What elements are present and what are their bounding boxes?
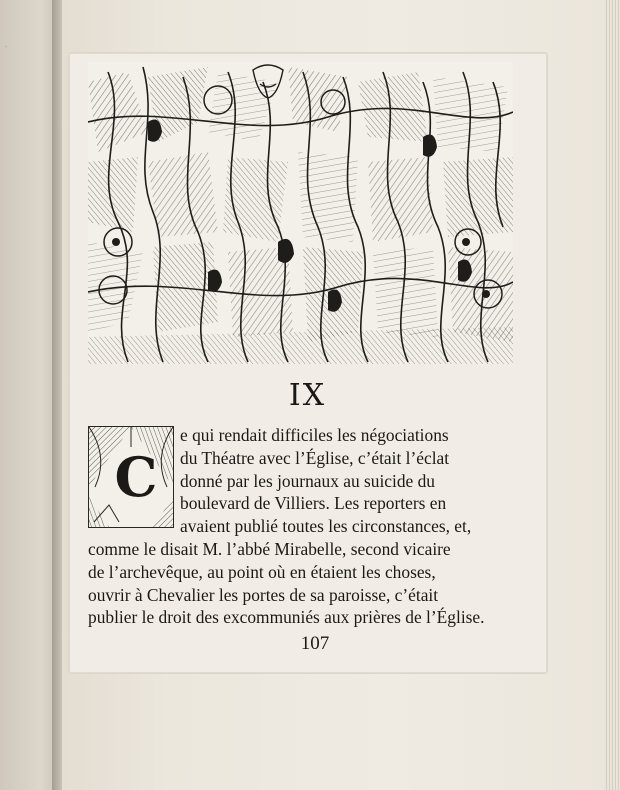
left-page-bleed-mark: · bbox=[4, 40, 10, 55]
text-line: publier le droit des excommuniés aux prières de l’Église. bbox=[88, 607, 485, 628]
text-line: de l’archevêque, au point où en étaient les choses, bbox=[88, 561, 436, 582]
chapter-number: IX bbox=[288, 378, 327, 413]
engraving-svg bbox=[88, 62, 513, 364]
text-line: du Théatre avec l’Église, c’était l’éclat bbox=[180, 447, 450, 468]
text-line: boulevard de Villiers. Les reporters en bbox=[180, 493, 447, 514]
cubist-engraving-illustration bbox=[88, 62, 513, 364]
chapter-heading bbox=[0, 378, 620, 413]
drop-cap-letter: C bbox=[114, 445, 158, 509]
text-line: donné par les journaux au suicide du bbox=[180, 470, 435, 491]
body-text bbox=[88, 424, 518, 629]
page-number: 107 bbox=[300, 633, 330, 654]
text-line: ouvrir à Chevalier les portes de sa paroisse, c’était bbox=[88, 584, 439, 605]
text-line: avaient publié toutes les circonstances, et, bbox=[180, 516, 472, 537]
text-line: e qui rendait difficiles les négociations bbox=[180, 425, 449, 445]
text-line: comme le disait M. l’abbé Mirabelle, second vicaire bbox=[88, 538, 451, 559]
